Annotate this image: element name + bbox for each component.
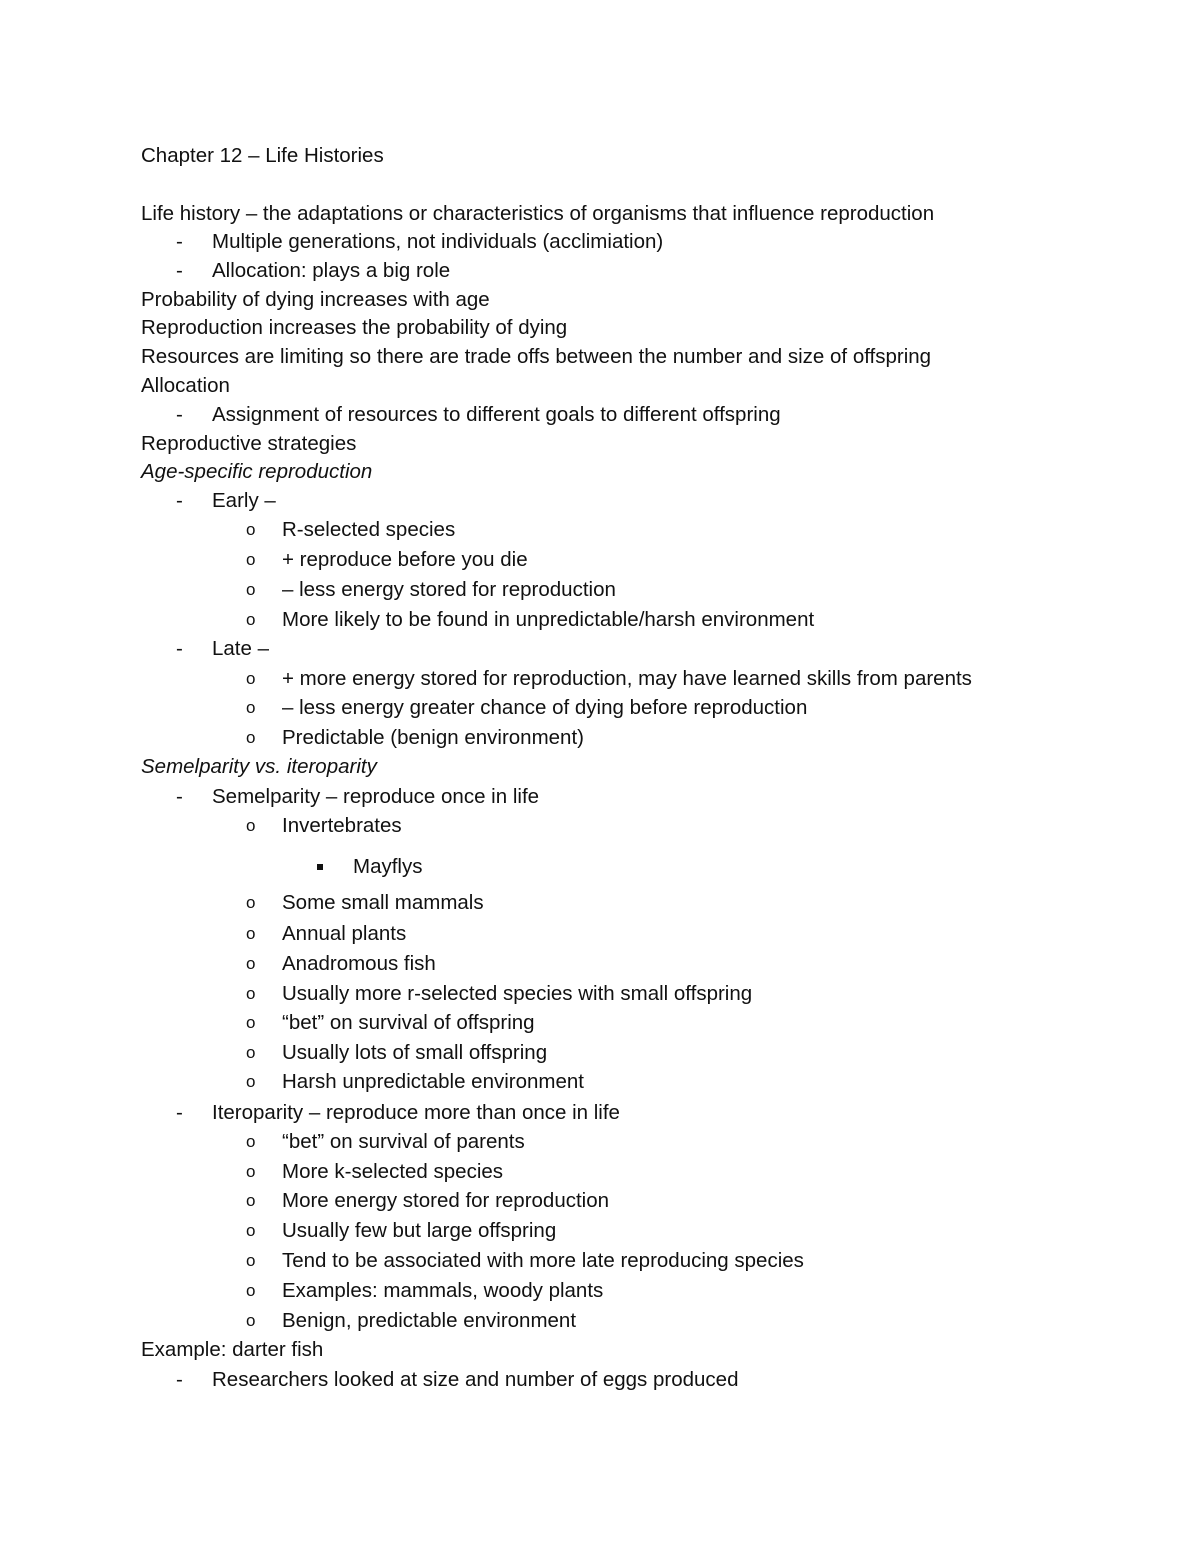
circle-bullet: o: [246, 984, 256, 1003]
dash-bullet: -: [176, 1101, 183, 1124]
outline-text: More k-selected species: [282, 1160, 504, 1183]
outline-text: Late –: [212, 637, 269, 660]
dash-bullet: -: [176, 489, 183, 512]
circle-bullet: o: [246, 610, 256, 629]
outline-text: Usually few but large offspring: [282, 1219, 557, 1242]
outline-text: Mayflys: [353, 855, 423, 878]
outline-text: R-selected species: [282, 518, 456, 541]
outline-text: Life history – the adaptations or characteristics of organisms that influence reproduction: [141, 202, 935, 225]
outline-text: “bet” on survival of parents: [282, 1130, 525, 1153]
outline-text: Early –: [212, 489, 276, 512]
outline-text: Benign, predictable environment: [282, 1309, 577, 1332]
outline-text: “bet” on survival of offspring: [282, 1011, 535, 1034]
circle-bullet: o: [246, 1013, 256, 1032]
section-heading: Semelparity vs. iteroparity: [141, 755, 377, 778]
circle-bullet: o: [246, 924, 256, 943]
outline-text: Assignment of resources to different goals to different offspring: [212, 403, 781, 426]
outline-text: Resources are limiting so there are trade offs between the number and size of offspring: [141, 345, 932, 368]
outline-text: More likely to be found in unpredictable/harsh environment: [282, 608, 815, 631]
outline-text: Example: darter fish: [141, 1338, 324, 1361]
dash-bullet: -: [176, 1368, 183, 1391]
outline-text: + more energy stored for reproduction, may have learned skills from parents: [282, 667, 972, 690]
outline-text: Some small mammals: [282, 891, 484, 914]
dash-bullet: -: [176, 637, 183, 660]
outline-text: Usually more r-selected species with small offspring: [282, 982, 753, 1005]
outline-text: Predictable (benign environment): [282, 726, 584, 749]
outline-text: – less energy stored for reproduction: [282, 578, 616, 601]
dash-bullet: -: [176, 230, 183, 253]
outline-text: Usually lots of small offspring: [282, 1041, 548, 1064]
circle-bullet: o: [246, 1251, 256, 1270]
circle-bullet: o: [246, 1281, 256, 1300]
circle-bullet: o: [246, 669, 256, 688]
circle-bullet: o: [246, 520, 256, 539]
outline-text: Tend to be associated with more late reproducing species: [282, 1249, 804, 1272]
circle-bullet: o: [246, 550, 256, 569]
circle-bullet: o: [246, 816, 256, 835]
outline-text: Researchers looked at size and number of eggs produced: [212, 1368, 739, 1391]
outline-text: + reproduce before you die: [282, 548, 528, 571]
outline-text: Multiple generations, not individuals (acclimiation): [212, 230, 664, 253]
circle-bullet: o: [246, 1132, 256, 1151]
dash-bullet: -: [176, 403, 183, 426]
document-title: Chapter 12 – Life Histories: [141, 144, 384, 167]
square-bullet-icon: [317, 864, 323, 870]
outline-text: Reproductive strategies: [141, 432, 357, 455]
outline-text: Examples: mammals, woody plants: [282, 1279, 604, 1302]
circle-bullet: o: [246, 728, 256, 747]
outline-text: Invertebrates: [282, 814, 402, 837]
outline-text: Harsh unpredictable environment: [282, 1070, 584, 1093]
circle-bullet: o: [246, 1221, 256, 1240]
circle-bullet: o: [246, 1311, 256, 1330]
outline-text: Reproduction increases the probability of dying: [141, 316, 568, 339]
circle-bullet: o: [246, 1043, 256, 1062]
dash-bullet: -: [176, 259, 183, 282]
circle-bullet: o: [246, 954, 256, 973]
outline-text: Allocation: plays a big role: [212, 259, 451, 282]
outline-text: – less energy greater chance of dying before reproduction: [282, 696, 808, 719]
circle-bullet: o: [246, 698, 256, 717]
outline-text: Semelparity – reproduce once in life: [212, 785, 540, 808]
section-heading: Age-specific reproduction: [141, 460, 373, 483]
outline-text: Iteroparity – reproduce more than once in life: [212, 1101, 620, 1124]
outline-text: Annual plants: [282, 922, 407, 945]
circle-bullet: o: [246, 1162, 256, 1181]
outline-text: Allocation: [141, 374, 230, 397]
dash-bullet: -: [176, 785, 183, 808]
outline-text: Probability of dying increases with age: [141, 288, 490, 311]
outline-text: Anadromous fish: [282, 952, 436, 975]
circle-bullet: o: [246, 1191, 256, 1210]
circle-bullet: o: [246, 580, 256, 599]
outline-text: More energy stored for reproduction: [282, 1189, 610, 1212]
circle-bullet: o: [246, 893, 256, 912]
circle-bullet: o: [246, 1072, 256, 1091]
